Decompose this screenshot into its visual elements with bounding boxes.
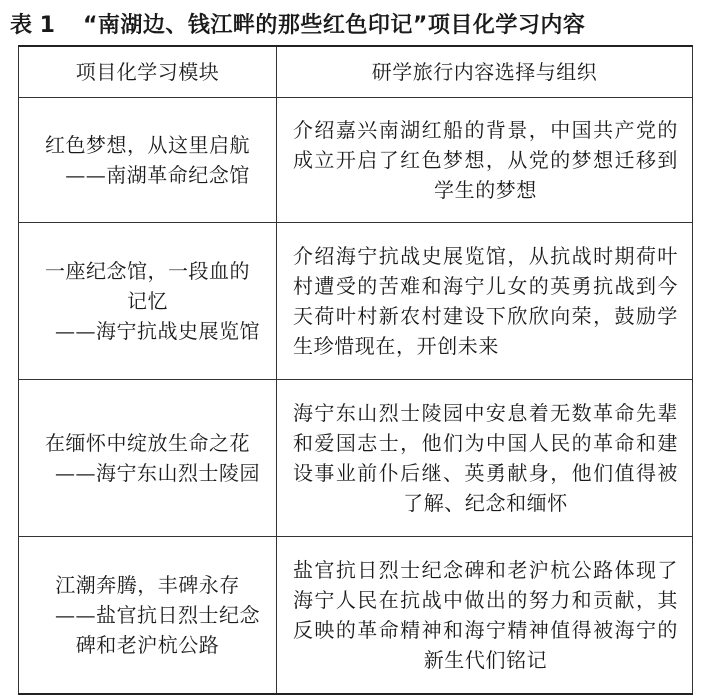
module-line: ——盐官抗日烈士纪念 [55, 603, 260, 627]
content-cell: 介绍海宁抗战史展览馆，从抗战时期荷叶村遭受的苦难和海宁儿女的英勇抗战到今天荷叶村新农村建设下欣欣向荣，鼓励学生珍惜现在，开创未来 [277, 223, 693, 380]
module-line: 碑和老沪杭公路 [75, 633, 220, 657]
table-number: 表 1 [10, 12, 55, 38]
module-line: 记忆 [127, 289, 168, 313]
module-line: 红色梦想，从这里启航 [45, 133, 250, 157]
module-cell [19, 380, 277, 537]
module-line: 一座纪念馆，一段血的 [45, 259, 250, 283]
content-cell: 盐官抗日烈士纪念碑和老沪杭公路体现了海宁人民在抗战中做出的努力和贡献，其反映的革命精神和海宁精神值得被海宁的新生代们铭记 [277, 537, 693, 695]
header-row [19, 46, 693, 98]
table-row [19, 537, 693, 695]
table-title [10, 8, 700, 38]
module-cell [19, 98, 277, 223]
module-line: ——海宁抗战史展览馆 [55, 319, 260, 343]
content-cell: 海宁东山烈士陵园中安息着无数革命先辈和爱国志士，他们为中国人民的革命和建设事业前仆后继、英勇献身，他们值得被了解、纪念和缅怀 [277, 380, 693, 537]
table-row [19, 98, 693, 223]
module-line: ——海宁东山烈士陵园 [55, 461, 260, 485]
header-content: 研学旅行内容选择与组织 [277, 46, 693, 98]
module-cell [19, 223, 277, 380]
content-table [18, 45, 693, 695]
module-cell [19, 537, 277, 695]
table-row [19, 223, 693, 380]
header-module: 项目化学习模块 [19, 46, 277, 98]
module-line: ——南湖革命纪念馆 [65, 163, 250, 187]
module-line: 江潮奔腾，丰碑永存 [55, 573, 240, 597]
table-caption: “南湖边、钱江畔的那些红色印记”项目化学习内容 [82, 12, 586, 38]
content-cell: 介绍嘉兴南湖红船的背景，中国共产党的成立开启了红色梦想，从党的梦想迁移到学生的梦想 [277, 98, 693, 223]
module-line: 在缅怀中绽放生命之花 [45, 431, 250, 455]
table-row [19, 380, 693, 537]
